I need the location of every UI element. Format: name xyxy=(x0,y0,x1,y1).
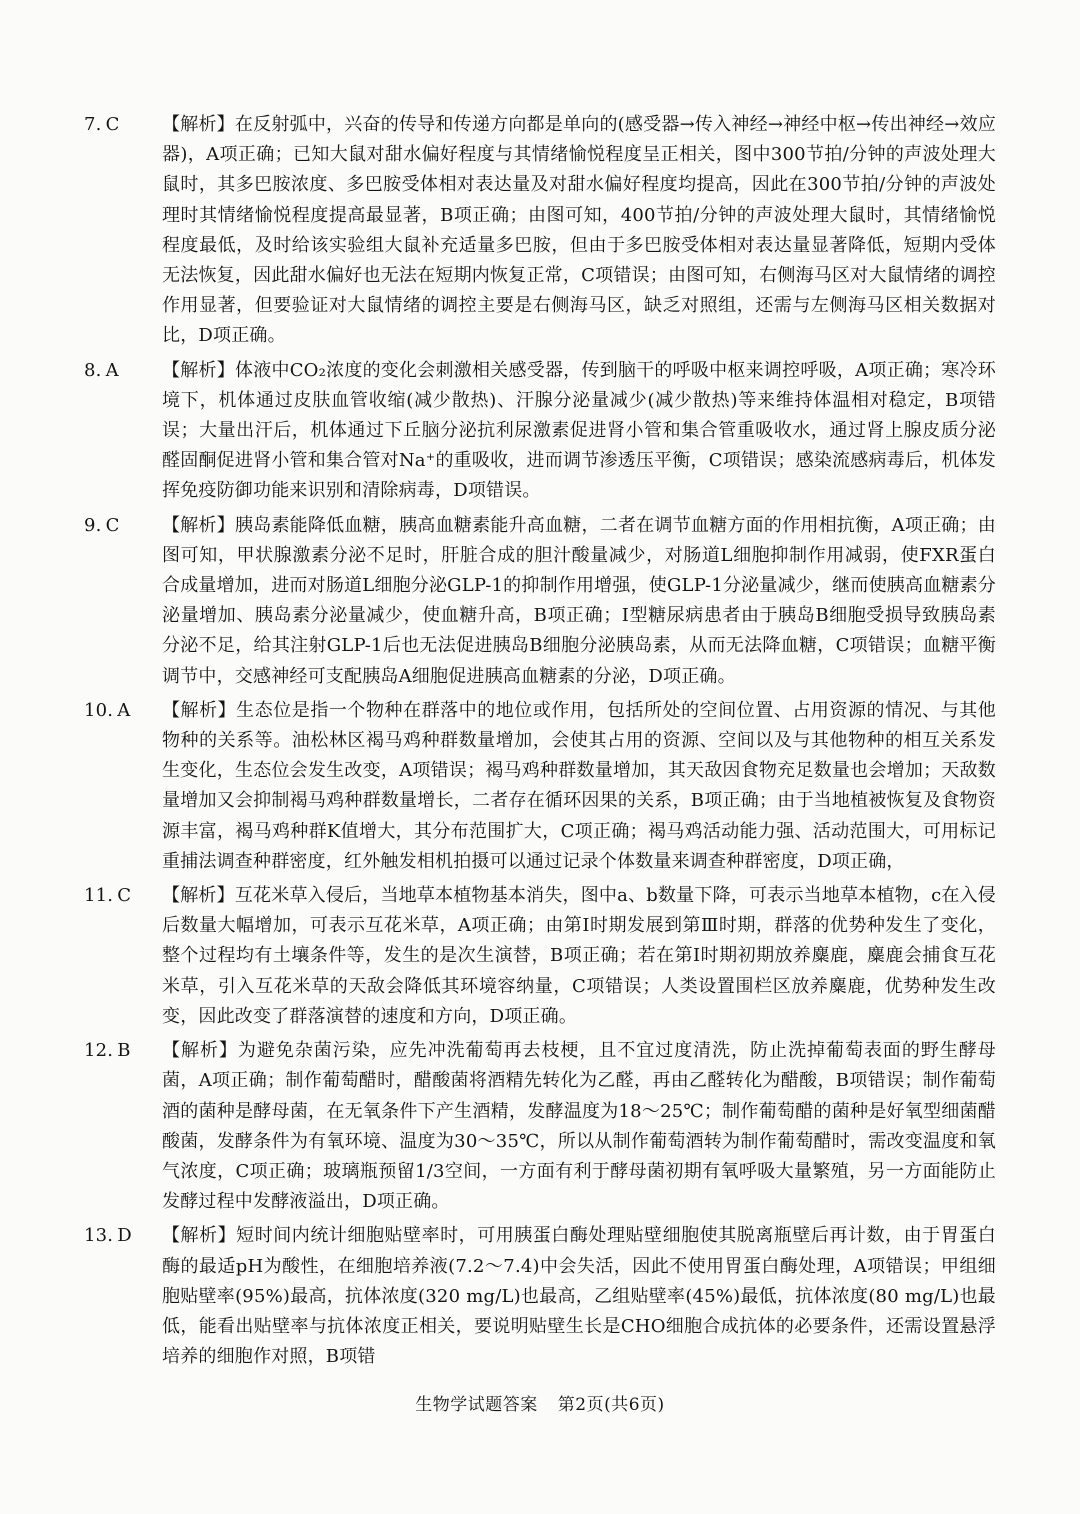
answer-item-12 xyxy=(84,1036,996,1217)
footer-title: 生物学试题答案 xyxy=(415,1395,538,1415)
analysis-tag: 【解析】 xyxy=(162,359,235,381)
answer-option: C xyxy=(105,114,120,135)
answer-number: 12. B xyxy=(84,1036,162,1066)
analysis-tag: 【解析】 xyxy=(162,1040,238,1062)
explanation-text: 体液中CO₂浓度的变化会刺激相关感受器，传到脑干的呼吸中枢来调控呼吸，A项正确；寒冷环境下，机体通过皮肤血管收缩(减少散热)、汗腺分泌量减少(减少散热)等来维持体温相对稳定，B项错误；大量出汗后，机体通过下丘脑分泌抗利尿激素促进肾小管和集合管重吸收水，通过肾上腺皮质分泌醛固酮促进肾小管和集合管对Na⁺的重吸收，进而调节渗透压平衡，C项错误；感染流感病毒后，机体发挥免疫防御功能来识别和清除病毒，D项错误。 xyxy=(162,359,996,502)
analysis-tag: 【解析】 xyxy=(162,514,235,536)
answer-number: 10. A xyxy=(84,696,162,726)
answer-explanation xyxy=(162,1221,996,1372)
explanation-text: 为避免杂菌污染，应先冲洗葡萄再去枝梗，且不宜过度清洗，防止洗掉葡萄表面的野生酵母菌，A项正确；制作葡萄醋时，醋酸菌将酒精先转化为乙醛，再由乙醛转化为醋酸，B项错误；制作葡萄酒的菌种是酵母菌，在无氧条件下产生酒精，发酵温度为18～25℃；制作葡萄醋的菌种是好氧型细菌醋酸菌，发酵条件为有氧环境、温度为30～35℃，所以从制作葡萄酒转为制作葡萄醋时，需改变温度和氧气浓度，C项正确；玻璃瓶预留1/3空间，一方面有利于酵母菌初期有氧呼吸大量繁殖，另一方面能防止发酵过程中发酵液溢出，D项正确。 xyxy=(162,1040,996,1213)
answer-explanation xyxy=(162,1036,996,1217)
analysis-tag: 【解析】 xyxy=(162,1225,237,1247)
answer-explanation xyxy=(162,356,996,507)
answer-item-13 xyxy=(84,1221,996,1372)
answer-item-8 xyxy=(84,356,996,507)
explanation-text: 胰岛素能降低血糖，胰高血糖素能升高血糖，二者在调节血糖方面的作用相抗衡，A项正确；由图可知，甲状腺激素分泌不足时，肝脏合成的胆汁酸量减少，对肠道L细胞抑制作用减弱，使FXR蛋白合成量增加，进而对肠道L细胞分泌GLP-1的抑制作用增强，使GLP-1分泌量减少，继而使胰高血糖素分泌量增加、胰岛素分泌量减少，使血糖升高，B项正确；Ⅰ型糖尿病患者由于胰岛B细胞受损导致胰岛素分泌不足，给其注射GLP-1后也无法促进胰岛B细胞分泌胰岛素，从而无法降血糖，C项错误；血糖平衡调节中，交感神经可支配胰岛A细胞促进胰高血糖素的分泌，D项正确。 xyxy=(162,514,996,687)
page-footer xyxy=(0,1390,1080,1415)
answer-number: 8. A xyxy=(84,356,162,386)
explanation-text: 在反射弧中，兴奋的传导和传递方向都是单向的(感受器→传入神经→神经中枢→传出神经→效应器)，A项正确；已知大鼠对甜水偏好程度与其情绪愉悦程度呈正相关，图中300节拍/分钟的声波处理大鼠时，其多巴胺浓度、多巴胺受体相对表达量及对甜水偏好程度均提高，因此在300节拍/分钟的声波处理时其情绪愉悦程度提高最显著，B项正确；由图可知，400节拍/分钟的声波处理大鼠时，其情绪愉悦程度最低，及时给该实验组大鼠补充适量多巴胺，但由于多巴胺受体相对表达量显著降低，短期内受体无法恢复，因此甜水偏好也无法在短期内恢复正常，C项错误；由图可知，右侧海马区对大鼠情绪的调控作用显著，但要验证对大鼠情绪的调控主要是右侧海马区，缺乏对照组，还需与左侧海马区相关数据对比，D项正确。 xyxy=(162,114,996,347)
answer-item-7 xyxy=(84,110,996,352)
answer-explanation xyxy=(162,696,996,877)
analysis-tag: 【解析】 xyxy=(162,699,237,721)
answer-number: 7. C xyxy=(84,110,162,140)
analysis-tag: 【解析】 xyxy=(162,114,235,135)
answer-option: A xyxy=(105,359,119,381)
answer-number: 9. C xyxy=(84,511,162,541)
answer-option: B xyxy=(117,1040,131,1062)
answer-item-11 xyxy=(84,881,996,1032)
explanation-text: 生态位是指一个物种在群落中的地位或作用，包括所处的空间位置、占用资源的情况、与其他物种的关系等。油松林区褐马鸡种群数量增加，会使其占用的资源、空间以及与其他物种的相互关系发生变化，生态位会发生改变，A项错误；褐马鸡种群数量增加，其天敌因食物充足数量也会增加；天敌数量增加又会抑制褐马鸡种群数量增长，二者存在循环因果的关系，B项正确；由于当地植被恢复及食物资源丰富，褐马鸡种群K值增大，其分布范围扩大，C项正确；褐马鸡活动能力强、活动范围大，可用标记重捕法调查种群密度，红外触发相机拍摄可以通过记录个体数量来调查种群密度，D项正确， xyxy=(162,699,996,872)
analysis-tag: 【解析】 xyxy=(162,885,235,907)
answer-item-9 xyxy=(84,511,996,692)
explanation-text: 短时间内统计细胞贴壁率时，可用胰蛋白酶处理贴壁细胞使其脱离瓶壁后再计数，由于胃蛋白酶的最适pH为酸性，在细胞培养液(7.2～7.4)中会失活，因此不使用胃蛋白酶处理，A项错误；甲组细胞贴壁率(95%)最高，抗体浓度(320 mg/L)也最高，乙组贴壁率(45%)最低，抗体浓度(80 mg/L)也最低，能看出贴壁率与抗体浓度正相关，要说明贴壁生长是CHO细胞合成抗体的必要条件，还需设置悬浮培养的细胞作对照，B项错 xyxy=(162,1225,996,1368)
answer-item-10 xyxy=(84,696,996,877)
answer-explanation xyxy=(162,110,996,352)
answer-option: C xyxy=(117,885,132,907)
answer-list xyxy=(84,110,996,1376)
answer-number: 13. D xyxy=(84,1221,162,1251)
explanation-text: 互花米草入侵后，当地草本植物基本消失，图中a、b数量下降，可表示当地草本植物，c在入侵后数量大幅增加，可表示互花米草，A项正确；由第Ⅰ时期发展到第Ⅲ时期，群落的优势种发生了变化，整个过程均有土壤条件等，发生的是次生演替，B项正确；若在第Ⅰ时期初期放养麋鹿，麋鹿会捕食互花米草，引入互花米草的天敌会降低其环境容纳量，C项错误；人类设置围栏区放养麋鹿，优势种发生改变，因此改变了群落演替的速度和方向，D项正确。 xyxy=(162,885,996,1027)
answer-explanation xyxy=(162,881,996,1032)
answer-option: C xyxy=(105,514,120,536)
answer-option: D xyxy=(117,1225,132,1247)
answer-option: A xyxy=(117,699,131,721)
footer-page-number: 第2页(共6页) xyxy=(557,1395,665,1415)
answer-number: 11. C xyxy=(84,881,162,911)
answer-explanation xyxy=(162,511,996,692)
